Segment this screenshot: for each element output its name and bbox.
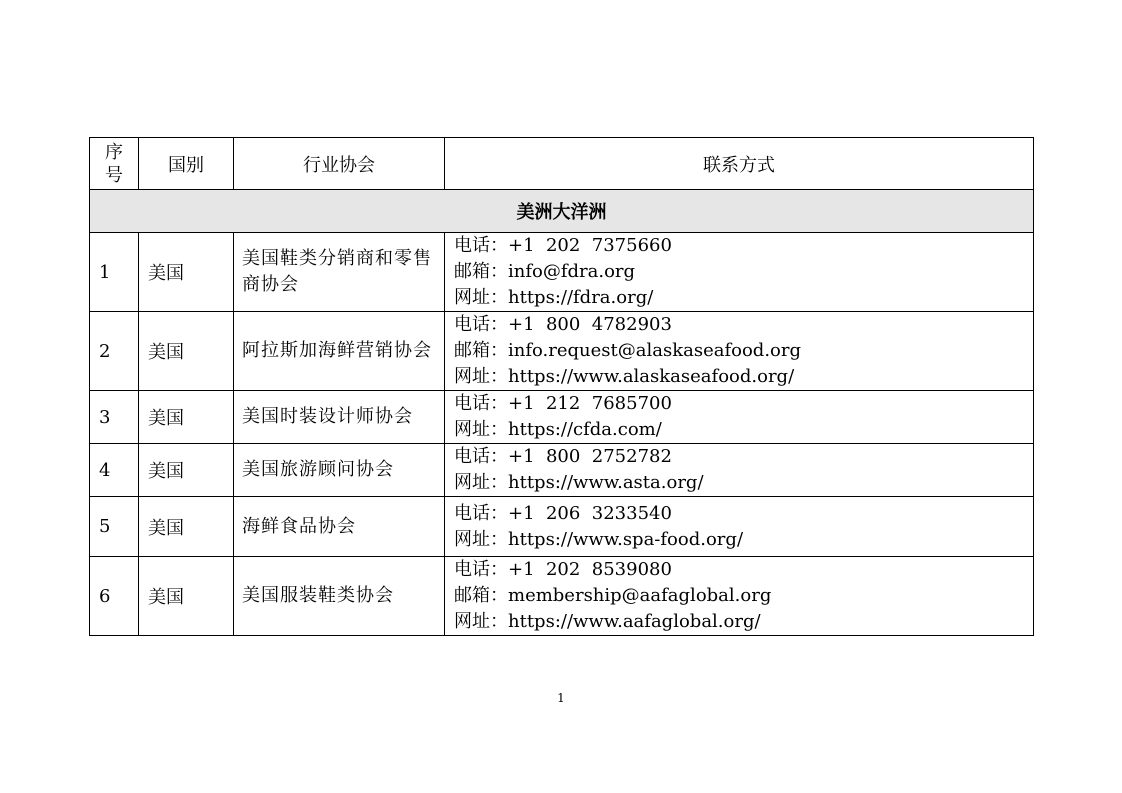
row-number: 5 [90,497,139,557]
contact-phone [454,312,1033,338]
contact-label: 网址： [454,366,508,387]
page-number: 1 [557,691,565,705]
row-country: 美国 [139,497,234,557]
row-association: 美国时装设计师协会 [234,391,445,444]
region-row [90,190,1034,233]
row-contact [445,312,1034,391]
row-contact [445,391,1034,444]
contact-value[interactable]: membership@aafaglobal.org [508,585,772,606]
contact-value[interactable]: https://www.spa-food.org/ [508,528,744,550]
row-number: 3 [90,391,139,444]
contact-email [454,259,1033,285]
contact-phone [454,501,1033,527]
contact-phone [454,557,1033,583]
row-contact [445,444,1034,497]
table-row [90,312,1034,391]
contact-value: +1 206 3233540 [508,502,672,524]
row-association: 阿拉斯加海鲜营销协会 [234,312,445,391]
contact-value[interactable]: https://www.alaskaseafood.org/ [508,366,795,387]
contact-value: +1 202 7375660 [508,235,672,256]
contact-phone [454,444,1033,470]
row-contact [445,557,1034,636]
contact-website [454,285,1033,311]
table-row [90,444,1034,497]
contact-phone [454,391,1033,417]
contact-website [454,527,1033,553]
table-row [90,497,1034,557]
contact-label: 邮箱： [454,585,508,606]
contact-website [454,470,1033,496]
contact-label: 网址： [454,611,508,632]
row-number: 6 [90,557,139,636]
contact-label: 邮箱： [454,261,508,282]
row-association: 美国旅游顾问协会 [234,444,445,497]
contact-value[interactable]: https://www.aafaglobal.org/ [508,611,761,632]
header-no-line1: 序 [105,141,123,163]
row-country: 美国 [139,233,234,312]
contact-value: +1 202 8539080 [508,559,672,580]
region-label: 美洲大洋洲 [90,190,1034,233]
contact-email [454,338,1033,364]
contact-value: +1 800 4782903 [508,314,672,335]
contact-value[interactable]: https://fdra.org/ [508,287,654,308]
contact-label: 网址： [454,528,508,550]
contact-label: 电话： [454,446,508,467]
contact-phone [454,233,1033,259]
row-association: 美国鞋类分销商和零售商协会 [234,233,445,312]
row-country: 美国 [139,391,234,444]
contact-label: 电话： [454,314,508,335]
row-country: 美国 [139,444,234,497]
contact-label: 电话： [454,235,508,256]
row-number: 4 [90,444,139,497]
row-association: 海鲜食品协会 [234,497,445,557]
contact-value[interactable]: info.request@alaskaseafood.org [508,340,802,361]
row-association: 美国服装鞋类协会 [234,557,445,636]
contact-value[interactable]: https://www.asta.org/ [508,472,704,493]
header-country: 国别 [139,138,234,190]
header-association: 行业协会 [234,138,445,190]
contact-value[interactable]: info@fdra.org [508,261,636,282]
row-country: 美国 [139,312,234,391]
table-row [90,233,1034,312]
row-contact [445,233,1034,312]
contact-label: 网址： [454,419,508,440]
contact-value[interactable]: https://cfda.com/ [508,419,662,440]
header-no-line2: 号 [105,164,123,186]
row-number: 1 [90,233,139,312]
table-row [90,391,1034,444]
table-header-row [90,138,1034,190]
contact-website [454,609,1033,635]
contact-label: 电话： [454,559,508,580]
table-row [90,557,1034,636]
row-contact [445,497,1034,557]
header-contact: 联系方式 [445,138,1034,190]
contact-value: +1 800 2752782 [508,446,672,467]
association-table [89,137,1034,636]
row-number: 2 [90,312,139,391]
contact-email [454,583,1033,609]
contact-label: 网址： [454,287,508,308]
contact-label: 网址： [454,472,508,493]
contact-label: 电话： [454,502,508,524]
contact-website [454,417,1033,443]
contact-value: +1 212 7685700 [508,393,672,414]
contact-label: 邮箱： [454,340,508,361]
contact-label: 电话： [454,393,508,414]
row-country: 美国 [139,557,234,636]
contact-website [454,364,1033,390]
header-no [90,138,139,190]
